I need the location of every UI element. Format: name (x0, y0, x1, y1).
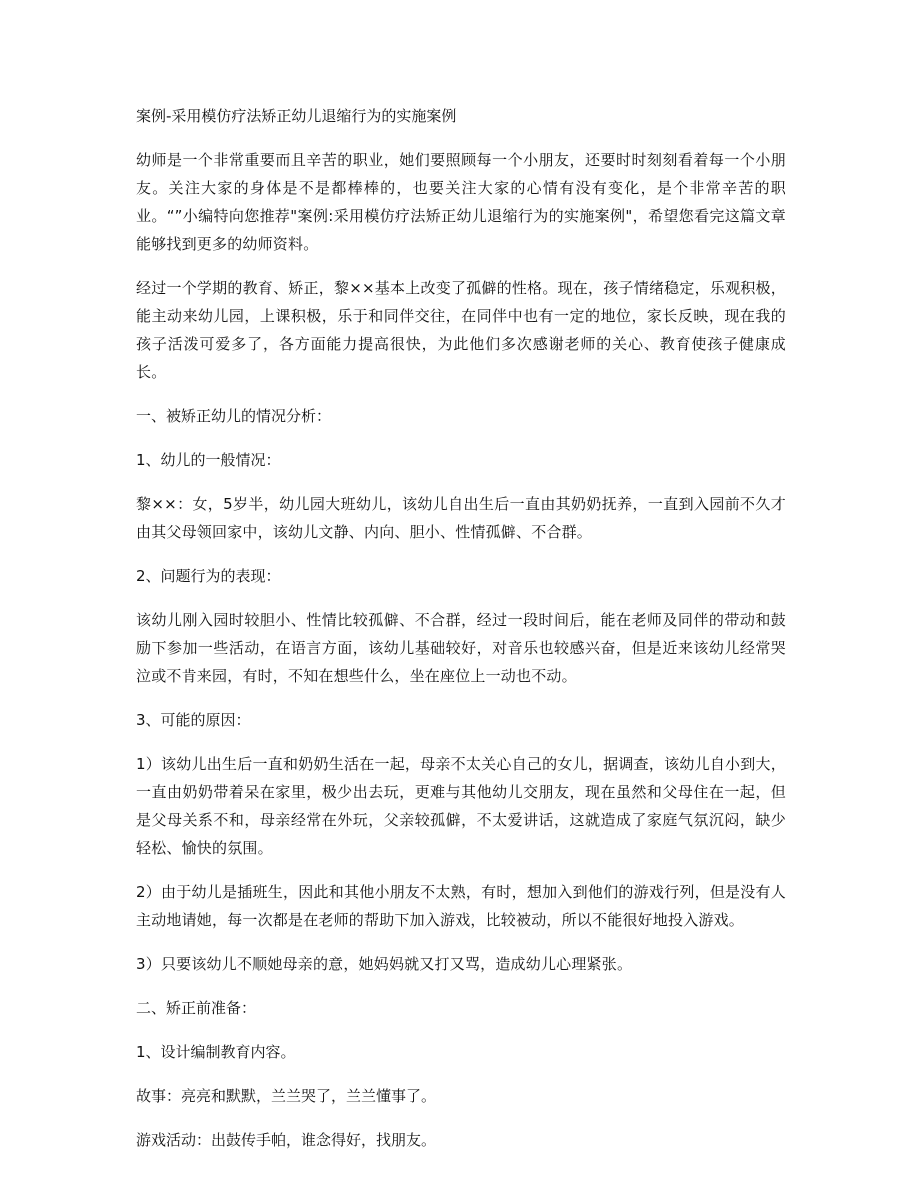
general-situation-paragraph: 黎××：女，5岁半，幼儿园大班幼儿，该幼儿自出生后一直由其奶奶抚养，一直到入园前不久才由其父母领回家中，该幼儿文静、内向、胆小、性情孤僻、不合群。 (136, 495, 786, 541)
intro-paragraph: 幼师是一个非常重要而且辛苦的职业，她们要照顾每一个小朋友，还要时时刻刻看着每一个小朋友。关注大家的身体是不是都棒棒的，也要关注大家的心情有没有变化，是个非常辛苦的职业。“”小编特向您推荐"案例:采用模仿疗法矫正幼儿退缩行为的实施案例"，希望您看完这篇文章能够找到更多的幼师资料。 (136, 151, 786, 253)
document-content (136, 104, 786, 1170)
subheading-design-content: 1、设计编制教育内容。 (136, 1043, 296, 1061)
stories-line: 故事：亮亮和默默，兰兰哭了，兰兰懂事了。 (136, 1087, 437, 1105)
cause-paragraph-3: 3）只要该幼儿不顺她母亲的意，她妈妈就又打又骂，造成幼儿心理紧张。 (136, 955, 633, 973)
section-heading-analysis: 一、被矫正幼儿的情况分析： (136, 407, 332, 425)
subheading-problem-behavior: 2、问题行为的表现： (136, 567, 281, 585)
section-heading-preparation: 二、矫正前准备： (136, 999, 257, 1017)
games-line: 游戏活动：出鼓传手帕，谁念得好，找朋友。 (136, 1131, 437, 1149)
document-title: 案例-采用模仿疗法矫正幼儿退缩行为的实施案例 (136, 107, 457, 125)
cause-paragraph-1: 1）该幼儿出生后一直和奶奶生活在一起，母亲不太关心自己的女儿，据调查，该幼儿自小到大，一直由奶奶带着呆在家里，极少出去玩，更难与其他幼儿交朋友，现在虽然和父母住在一起，但是父母关系不和，母亲经常在外玩，父亲较孤僻，不太爱讲话，这就造成了家庭气氛沉闷，缺少轻松、愉快的氛围。 (136, 755, 786, 857)
result-paragraph: 经过一个学期的教育、矫正，黎××基本上改变了孤僻的性格。现在，孩子情绪稳定，乐观积极，能主动来幼儿园，上课积极，乐于和同伴交往，在同伴中也有一定的地位，家长反映，现在我的孩子活泼可爱多了，各方面能力提高很快，为此他们多次感谢老师的关心、教育使孩子健康成长。 (136, 279, 786, 381)
subheading-general-situation: 1、幼儿的一般情况： (136, 451, 281, 469)
problem-behavior-paragraph: 该幼儿刚入园时较胆小、性情比较孤僻、不合群，经过一段时间后，能在老师及同伴的带动和鼓励下参加一些活动，在语言方面，该幼儿基础较好，对音乐也较感兴奋，但是近来该幼儿经常哭泣或不肯来园，有时，不知在想些什么，坐在座位上一动也不动。 (136, 611, 786, 685)
subheading-possible-causes: 3、可能的原因： (136, 711, 251, 729)
cause-paragraph-2: 2）由于幼儿是插班生，因此和其他小朋友不太熟，有时，想加入到他们的游戏行列，但是没有人主动地请她，每一次都是在老师的帮助下加入游戏，比较被动，所以不能很好地投入游戏。 (136, 883, 786, 929)
